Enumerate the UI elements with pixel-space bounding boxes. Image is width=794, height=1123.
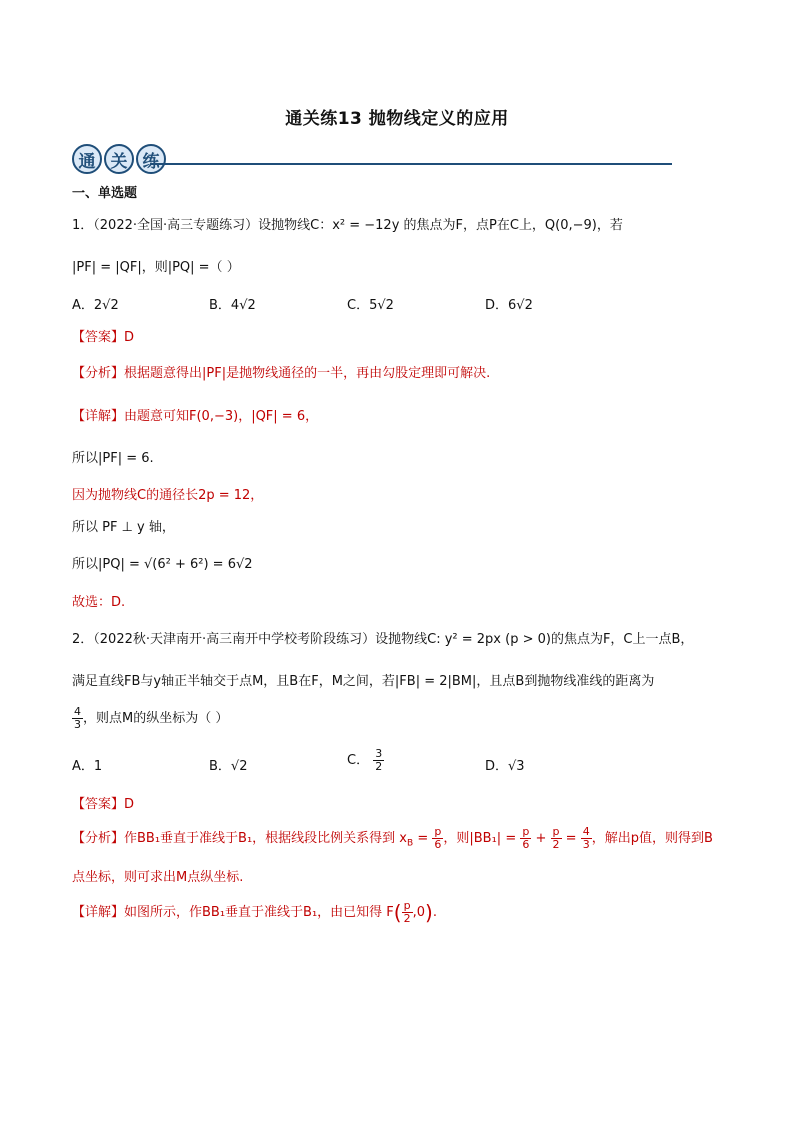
q1-stem-line1: 1．（2022·全国·高三专题练习）设抛物线C：x² = −12y 的焦点为F，点P在C上，Q(0,−9)，若 [72, 218, 623, 233]
fraction-numerator: 3 [375, 747, 383, 760]
q1-detail: 【详解】由题意可知F(0,−3)，|QF| = 6， [72, 409, 319, 424]
fraction-denominator: 3 [582, 838, 590, 851]
q2-stem-line3 [72, 706, 228, 731]
logo-char: 关 [104, 144, 134, 174]
left-paren: ( [393, 900, 402, 925]
analysis-text: ，解出p值，则得到B [591, 831, 713, 846]
q2-stem-tail: ，则点M的纵坐标为（ ） [83, 711, 229, 726]
q1-option-d: D．6√2 [485, 298, 533, 313]
q1-stem-line2: |PF| = |QF|，则|PQ| =（ ） [72, 260, 240, 275]
analysis-subscript: B [407, 838, 414, 849]
fraction-denominator: 6 [522, 838, 530, 851]
fraction-numerator: p [403, 899, 411, 912]
q2-stem-line2: 满足直线FB与y轴正半轴交于点M，且B在F，M之间，若|FB| = 2|BM|，且点B到抛物线准线的距离为 [72, 674, 655, 689]
analysis-text: 【分析】作BB₁垂直于准线于B₁，根据线段比例关系得到 x [72, 831, 408, 846]
detail-end: . [432, 905, 437, 920]
q2-option-a: A．1 [72, 759, 103, 774]
analysis-fraction [520, 826, 531, 851]
right-paren: ) [425, 900, 433, 925]
fraction-denominator: 3 [74, 718, 81, 731]
header-rule [150, 163, 672, 165]
q2-answer: 【答案】D [72, 797, 135, 812]
q2-fraction [72, 706, 83, 731]
analysis-text: ，则|BB₁| = [443, 831, 521, 846]
page-title: 通关练13 抛物线定义的应用 [285, 109, 509, 129]
logo-char: 练 [136, 144, 166, 174]
fraction-denominator: 2 [552, 838, 560, 851]
fraction-denominator: 2 [403, 912, 411, 925]
fraction-denominator: 6 [434, 838, 442, 851]
analysis-text: + [531, 831, 551, 846]
section-logo [72, 144, 166, 174]
analysis-text: = [413, 831, 433, 846]
q1-option-a: A．2√2 [72, 298, 119, 313]
q1-analysis: 【分析】根据题意得出|PF|是抛物线通径的一半，再由勾股定理即可解决. [72, 366, 491, 381]
q1-answer: 【答案】D [72, 330, 135, 345]
detail-fraction [402, 900, 413, 925]
q1-step-4: 所以|PQ| = √(6² + 6²) = 6√2 [72, 557, 253, 572]
detail-text: ,0 [412, 905, 426, 920]
fraction-numerator: p [434, 825, 442, 838]
q2-analysis-line1 [72, 826, 713, 851]
q1-step-3: 所以 PF ⊥ y 轴， [72, 520, 175, 535]
q1-step-2: 因为抛物线C的通径长2p = 12， [72, 488, 264, 503]
q2-detail [72, 900, 437, 925]
q2-analysis-line2: 点坐标，则可求出M点纵坐标. [72, 870, 244, 885]
fraction-numerator: p [522, 825, 530, 838]
fraction-numerator: 4 [74, 705, 81, 718]
analysis-fraction [432, 826, 443, 851]
analysis-fraction [551, 826, 562, 851]
analysis-fraction [581, 826, 592, 851]
q1-option-b: B．4√2 [209, 298, 256, 313]
q1-step-1: 所以|PF| = 6. [72, 451, 154, 466]
fraction-numerator: p [552, 825, 560, 838]
fraction-denominator: 2 [375, 760, 383, 773]
q1-step-5: 故选：D. [72, 595, 126, 610]
q2-option-c-fraction [373, 748, 384, 773]
q2-stem-line1: 2．（2022秋·天津南开·高三南开中学校考阶段练习）设抛物线C: y² = 2px (p > 0)的焦点为F，C上一点B， [72, 632, 694, 647]
q2-option-b: B．√2 [209, 759, 248, 774]
fraction-numerator: 4 [582, 825, 590, 838]
detail-text: 【详解】如图所示，作BB₁垂直于准线于B₁，由已知得 F [72, 905, 394, 920]
q2-option-d: D．√3 [485, 759, 525, 774]
logo-char: 通 [72, 144, 102, 174]
analysis-text: = [561, 831, 581, 846]
q1-option-c: C．5√2 [347, 298, 394, 313]
section-heading: 一、单选题 [72, 186, 138, 201]
q2-option-c-label: C． [347, 753, 370, 768]
q2-option-c [347, 748, 384, 773]
